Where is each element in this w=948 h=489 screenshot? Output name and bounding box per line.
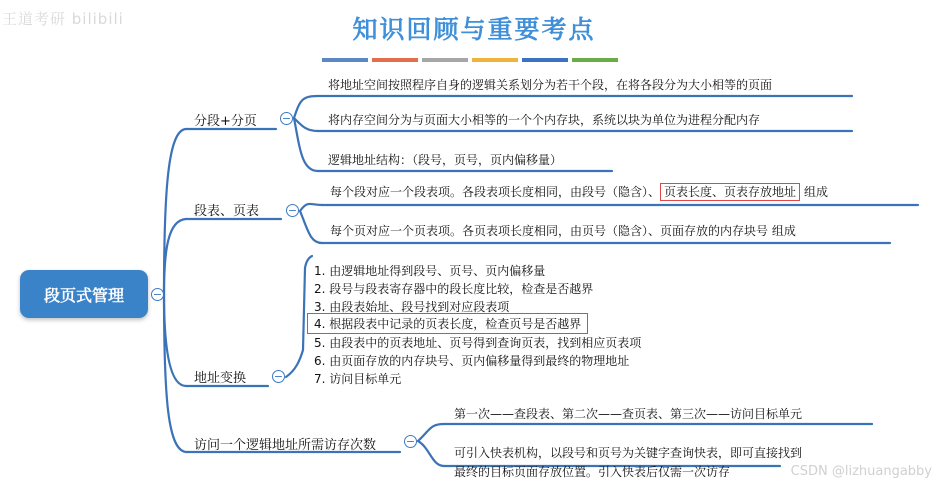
collapse-toggle-branch4[interactable]: − [405, 435, 416, 448]
collapse-toggle-root[interactable]: − [152, 288, 163, 301]
title-bar-1 [322, 58, 368, 62]
root-node-label: 段页式管理 [43, 285, 124, 305]
step-7: 7. 访问目标单元 [314, 372, 402, 386]
step-3: 3. 由段表始址、段号找到对应段表项 [314, 300, 510, 314]
step-2: 2. 段号与段表寄存器中的段长度比较，检查是否越界 [314, 282, 594, 296]
title-bar-2 [372, 58, 418, 62]
footer-watermark: CSDN @lizhuangabby [790, 464, 932, 479]
branch-memory-access-count: 访问一个逻辑地址所需访存次数 [194, 438, 377, 453]
branch-segmentation-paging: 分段+分页 [194, 114, 257, 129]
collapse-toggle-branch1[interactable]: − [281, 112, 292, 125]
leaf-tlb-line-1: 可引入快表机构，以段号和页号为关键字查询快表，即可直接找到 [454, 446, 803, 460]
leaf-segment-table-entry-before: 每个段对应一个段表项。各段表项长度相同，由段号（隐含）、 [330, 185, 661, 199]
leaf-memory-space: 将内存空间分为与页面大小相等的一个个内存块，系统以块为单位为进程分配内存 [328, 113, 761, 127]
collapse-toggle-branch2[interactable]: − [287, 204, 298, 217]
step-4-highlighted: 4. 根据段表中记录的页表长度，检查页号是否越界 [307, 313, 588, 334]
leaf-page-table-entry: 每个页对应一个页表项。各页表项长度相同，由页号（隐含）、页面存放的内存块号 组成 [330, 224, 796, 238]
branch-segment-page-tables: 段表、页表 [194, 204, 260, 219]
connector-root-branch4 [164, 294, 186, 452]
leaf-three-accesses: 第一次——查段表、第二次——查页表、第三次——访问目标单元 [454, 407, 803, 421]
title-bar-4 [472, 58, 518, 62]
watermark: 王道考研 bilibili [2, 10, 124, 28]
step-5: 5. 由段表中的页表地址、页号得到查询页表，找到相应页表项 [314, 336, 642, 350]
page-title: 知识回顾与重要考点 [352, 15, 596, 44]
connector-root-branch1 [164, 129, 186, 294]
root-node[interactable] [20, 270, 148, 318]
leaf-segment-table-entry-after: 组成 [804, 185, 829, 199]
connector-root-branch3 [164, 294, 186, 386]
leaf-address-space: 将地址空间按照程序自身的逻辑关系划分为若干个段，在将各段分为大小相等的页面 [328, 78, 773, 92]
step-6: 6. 由页面存放的内存块号、页内偏移量得到最终的物理地址 [314, 354, 630, 368]
highlight-page-table-length-address: 页表长度、页表存放地址 [660, 183, 800, 201]
connector-root-branch2 [164, 219, 186, 294]
step-1: 1. 由逻辑地址得到段号、页号、页内偏移量 [314, 264, 546, 278]
leaf-logical-address-structure: 逻辑地址结构：（段号，页号，页内偏移量） [328, 153, 563, 167]
branch-address-translation: 地址变换 [194, 371, 247, 386]
leaf-segment-table-entry [330, 183, 828, 200]
title-bar-6 [572, 58, 618, 62]
collapse-toggle-branch3[interactable]: − [273, 370, 284, 383]
title-bar-5 [522, 58, 568, 62]
leaf-tlb-line-2: 最终的目标页面存放位置。引入快表后仅需一次访存 [454, 465, 731, 479]
title-bar-3 [422, 58, 468, 62]
